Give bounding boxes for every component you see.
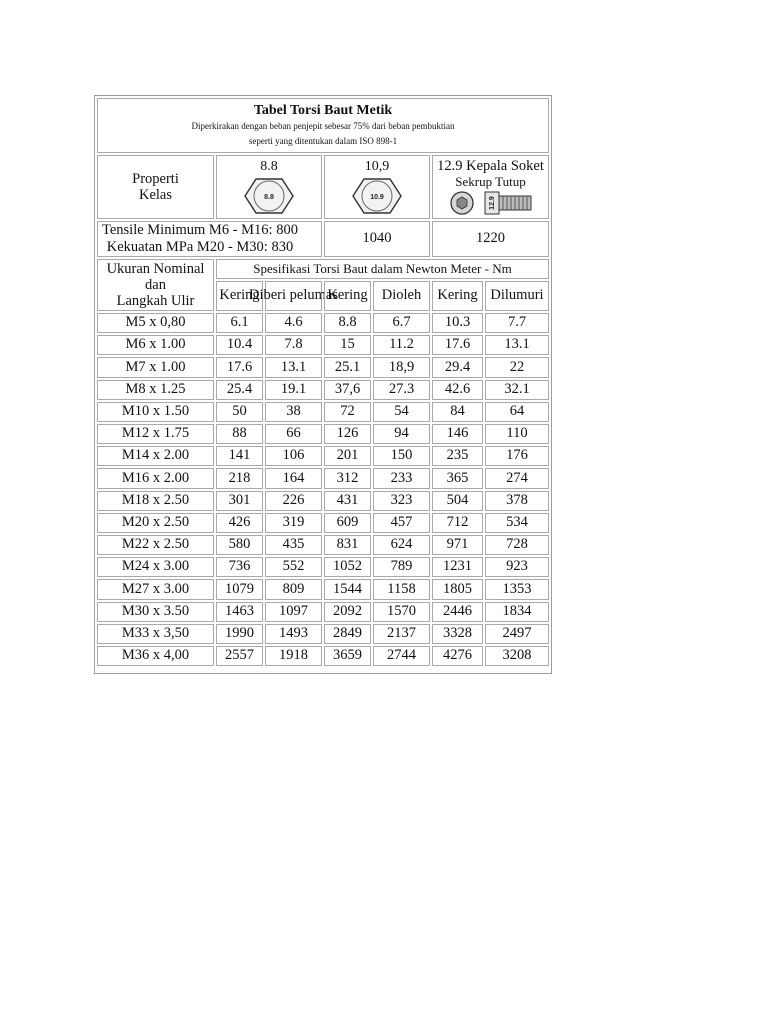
torque-value-lubricated-8-8: 19.1 (265, 380, 322, 400)
property-class-line1: Properti (132, 171, 179, 187)
torque-value-greased-12-9: 923 (485, 557, 549, 577)
torque-value-greased-12-9: 274 (485, 468, 549, 488)
torque-value-oiled-10-9: 11.2 (373, 335, 430, 355)
property-class-header (97, 155, 214, 219)
bolt-size-cell: M5 x 0,80 (97, 313, 214, 333)
table-title-block (97, 98, 549, 153)
torque-value-greased-12-9: 176 (485, 446, 549, 466)
torque-value-oiled-10-9: 54 (373, 402, 430, 422)
torque-value-lubricated-8-8: 66 (265, 424, 322, 444)
torque-value-greased-12-9: 13.1 (485, 335, 549, 355)
bolt-size-cell: M27 x 3.00 (97, 579, 214, 599)
torque-value-lubricated-8-8: 106 (265, 446, 322, 466)
nominal-size-line1: Ukuran Nominal (106, 261, 205, 277)
torque-value-dry-12-9: 1805 (432, 579, 483, 599)
torque-value-oiled-10-9: 789 (373, 557, 430, 577)
tensile-line1: Tensile Minimum M6 - M16: 800 (102, 222, 298, 238)
grade-10-9-label: 10,9 (364, 159, 390, 175)
torque-spec-header: Spesifikasi Torsi Baut dalam Newton Meter - Nm (216, 259, 549, 279)
bolt-size-cell: M12 x 1.75 (97, 424, 214, 444)
torque-value-dry-10-9: 15 (324, 335, 371, 355)
grade-12-9-label-line1: 12.9 Kepala Soket (437, 158, 544, 174)
torque-value-lubricated-8-8: 13.1 (265, 357, 322, 377)
torque-value-greased-12-9: 1834 (485, 602, 549, 622)
nominal-size-header (97, 259, 214, 311)
subheader-oiled-10-9: Dioleh (373, 281, 430, 311)
bolt-size-cell: M6 x 1.00 (97, 335, 214, 355)
bolt-size-cell: M7 x 1.00 (97, 357, 214, 377)
torque-value-dry-12-9: 1231 (432, 557, 483, 577)
torque-value-dry-8-8: 141 (216, 446, 263, 466)
bolt-size-cell: M20 x 2.50 (97, 513, 214, 533)
torque-value-dry-10-9: 201 (324, 446, 371, 466)
torque-value-dry-8-8: 17.6 (216, 357, 263, 377)
torque-value-greased-12-9: 22 (485, 357, 549, 377)
torque-value-dry-8-8: 1990 (216, 624, 263, 644)
torque-value-dry-10-9: 8.8 (324, 313, 371, 333)
torque-value-lubricated-8-8: 319 (265, 513, 322, 533)
torque-value-dry-10-9: 312 (324, 468, 371, 488)
torque-value-oiled-10-9: 94 (373, 424, 430, 444)
grade-10-9-header (324, 155, 430, 219)
bolt-size-cell: M18 x 2.50 (97, 491, 214, 511)
torque-value-lubricated-8-8: 809 (265, 579, 322, 599)
torque-value-lubricated-8-8: 552 (265, 557, 322, 577)
torque-value-dry-10-9: 609 (324, 513, 371, 533)
table-subtitle-line2: seperti yang ditentukan dalam ISO 898-1 (248, 136, 398, 146)
torque-value-dry-8-8: 50 (216, 402, 263, 422)
bolt-size-cell: M33 x 3,50 (97, 624, 214, 644)
torque-value-greased-12-9: 378 (485, 491, 549, 511)
grade-8-8-mark: 8.8 (264, 193, 274, 201)
torque-value-oiled-10-9: 457 (373, 513, 430, 533)
torque-value-greased-12-9: 728 (485, 535, 549, 555)
tensile-line2: Kekuatan MPa M20 - M30: 830 (106, 239, 294, 255)
torque-value-lubricated-8-8: 1918 (265, 646, 322, 666)
torque-value-dry-10-9: 1052 (324, 557, 371, 577)
torque-value-lubricated-8-8: 1493 (265, 624, 322, 644)
torque-value-dry-8-8: 580 (216, 535, 263, 555)
torque-value-oiled-10-9: 18,9 (373, 357, 430, 377)
torque-value-dry-12-9: 365 (432, 468, 483, 488)
torque-value-dry-8-8: 426 (216, 513, 263, 533)
torque-value-dry-12-9: 84 (432, 402, 483, 422)
torque-value-dry-12-9: 504 (432, 491, 483, 511)
torque-value-greased-12-9: 2497 (485, 624, 549, 644)
bolt-size-cell: M22 x 2.50 (97, 535, 214, 555)
table-title: Tabel Torsi Baut Metik (253, 103, 393, 118)
subheader-dry-12-9: Kering (432, 281, 483, 311)
torque-value-dry-12-9: 3328 (432, 624, 483, 644)
grade-12-9-label-line2: Sekrup Tutup (455, 174, 526, 189)
torque-value-lubricated-8-8: 226 (265, 491, 322, 511)
torque-value-oiled-10-9: 2744 (373, 646, 430, 666)
torque-value-lubricated-8-8: 4.6 (265, 313, 322, 333)
torque-value-dry-10-9: 2092 (324, 602, 371, 622)
torque-value-oiled-10-9: 233 (373, 468, 430, 488)
torque-value-dry-12-9: 17.6 (432, 335, 483, 355)
torque-value-dry-8-8: 1463 (216, 602, 263, 622)
nominal-size-line2: dan (145, 277, 166, 293)
tensile-text (98, 222, 298, 256)
torque-value-oiled-10-9: 6.7 (373, 313, 430, 333)
torque-value-dry-12-9: 971 (432, 535, 483, 555)
torque-value-dry-10-9: 25.1 (324, 357, 371, 377)
torque-table-document (94, 95, 552, 674)
torque-value-dry-12-9: 235 (432, 446, 483, 466)
tensile-value-12-9: 1220 (432, 221, 549, 257)
torque-value-dry-10-9: 2849 (324, 624, 371, 644)
torque-value-greased-12-9: 110 (485, 424, 549, 444)
torque-value-dry-8-8: 2557 (216, 646, 263, 666)
torque-value-dry-10-9: 3659 (324, 646, 371, 666)
torque-value-dry-8-8: 1079 (216, 579, 263, 599)
bolt-size-cell: M10 x 1.50 (97, 402, 214, 422)
torque-value-oiled-10-9: 2137 (373, 624, 430, 644)
torque-value-dry-10-9: 126 (324, 424, 371, 444)
torque-value-dry-10-9: 72 (324, 402, 371, 422)
bolt-size-cell: M8 x 1.25 (97, 380, 214, 400)
hex-bolt-head-10-9-icon (352, 177, 402, 215)
torque-value-dry-10-9: 37,6 (324, 380, 371, 400)
bolt-size-cell: M36 x 4,00 (97, 646, 214, 666)
torque-value-lubricated-8-8: 164 (265, 468, 322, 488)
torque-value-dry-12-9: 10.3 (432, 313, 483, 333)
torque-value-dry-10-9: 431 (324, 491, 371, 511)
torque-value-oiled-10-9: 1570 (373, 602, 430, 622)
bolt-size-cell: M14 x 2.00 (97, 446, 214, 466)
torque-value-dry-8-8: 88 (216, 424, 263, 444)
torque-value-dry-12-9: 146 (432, 424, 483, 444)
subheader-dry-10-9: Kering (324, 281, 371, 311)
torque-value-dry-8-8: 218 (216, 468, 263, 488)
torque-value-greased-12-9: 3208 (485, 646, 549, 666)
grade-8-8-label: 8.8 (260, 159, 278, 175)
torque-value-dry-12-9: 42.6 (432, 380, 483, 400)
subheader-lubricated-8-8: Diberi pelumas (265, 281, 322, 311)
torque-value-oiled-10-9: 323 (373, 491, 430, 511)
torque-value-dry-8-8: 301 (216, 491, 263, 511)
torque-value-dry-12-9: 712 (432, 513, 483, 533)
torque-value-dry-8-8: 736 (216, 557, 263, 577)
torque-value-oiled-10-9: 624 (373, 535, 430, 555)
torque-value-greased-12-9: 7.7 (485, 313, 549, 333)
torque-value-oiled-10-9: 1158 (373, 579, 430, 599)
nominal-size-line3: Langkah Ulir (116, 293, 195, 309)
grade-12-9-mark: 12.9 (488, 196, 496, 210)
torque-value-dry-8-8: 10.4 (216, 335, 263, 355)
socket-cap-screw-icon (449, 190, 533, 216)
bolt-size-cell: M30 x 3.50 (97, 602, 214, 622)
table-subtitle-line1: Diperkirakan dengan beban penjepit sebesar 75% dari beban pembuktian (191, 121, 455, 131)
subheader-dry-8-8: Kering (216, 281, 263, 311)
tensile-strength-header (97, 221, 322, 257)
torque-value-dry-12-9: 2446 (432, 602, 483, 622)
grade-12-9-header (432, 155, 549, 219)
bolt-size-cell: M24 x 3.00 (97, 557, 214, 577)
bolt-size-cell: M16 x 2.00 (97, 468, 214, 488)
torque-value-greased-12-9: 64 (485, 402, 549, 422)
torque-value-dry-12-9: 29.4 (432, 357, 483, 377)
torque-value-dry-8-8: 6.1 (216, 313, 263, 333)
torque-value-oiled-10-9: 27.3 (373, 380, 430, 400)
torque-value-lubricated-8-8: 38 (265, 402, 322, 422)
torque-value-dry-10-9: 831 (324, 535, 371, 555)
hex-bolt-head-8-8-icon (244, 177, 294, 215)
torque-value-dry-8-8: 25.4 (216, 380, 263, 400)
torque-value-lubricated-8-8: 1097 (265, 602, 322, 622)
torque-value-lubricated-8-8: 7.8 (265, 335, 322, 355)
subheader-greased-12-9: Dilumuri (485, 281, 549, 311)
torque-value-dry-10-9: 1544 (324, 579, 371, 599)
torque-value-greased-12-9: 32.1 (485, 380, 549, 400)
grade-8-8-header (216, 155, 322, 219)
grade-10-9-mark: 10.9 (370, 193, 384, 201)
tensile-value-10-9: 1040 (324, 221, 430, 257)
property-class-line2: Kelas (138, 187, 172, 203)
torque-value-lubricated-8-8: 435 (265, 535, 322, 555)
torque-value-greased-12-9: 534 (485, 513, 549, 533)
torque-value-dry-12-9: 4276 (432, 646, 483, 666)
torque-value-greased-12-9: 1353 (485, 579, 549, 599)
torque-value-oiled-10-9: 150 (373, 446, 430, 466)
